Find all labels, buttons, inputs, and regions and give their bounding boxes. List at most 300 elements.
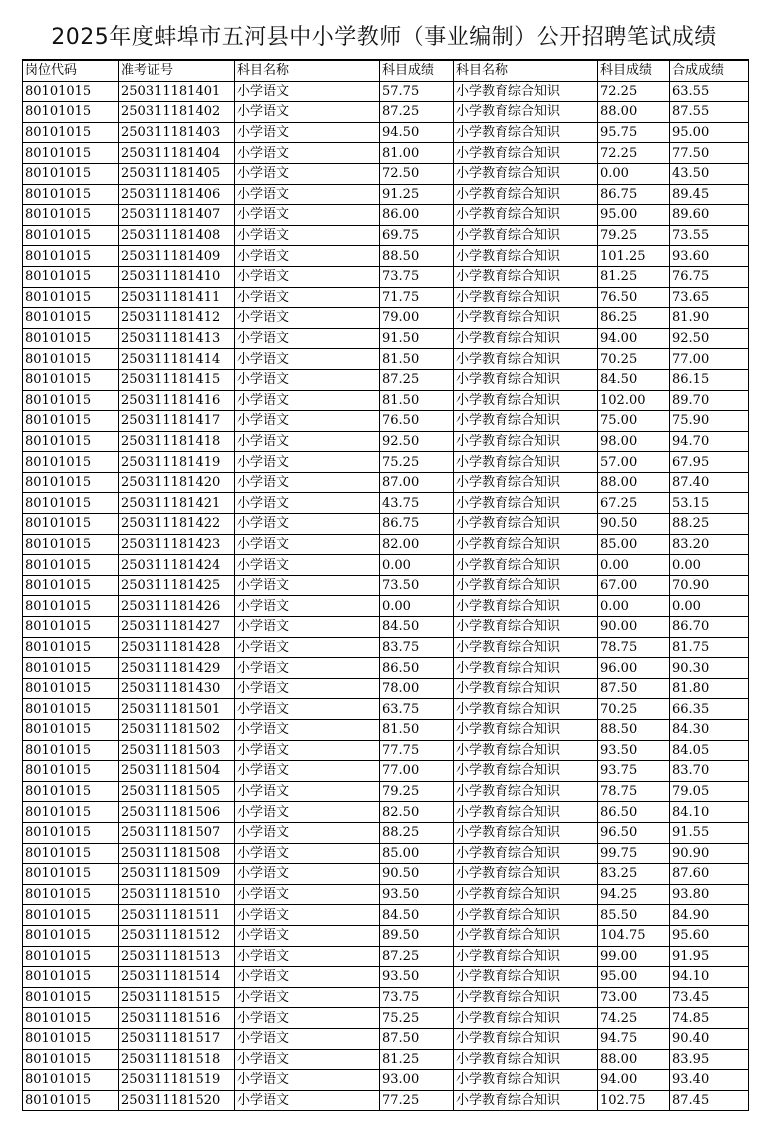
position-code-cell: 80101015 xyxy=(23,658,119,679)
position-code-cell: 80101015 xyxy=(23,822,119,843)
table-row xyxy=(23,411,749,432)
subject-name-cell: 小学语文 xyxy=(235,163,380,184)
subject-name-cell: 小学教育综合知识 xyxy=(454,864,598,885)
subject-score-cell: 95.75 xyxy=(598,122,670,143)
ticket-number-cell: 250311181511 xyxy=(119,905,235,926)
ticket-number-cell: 250311181518 xyxy=(119,1049,235,1070)
header-subject-score-2: 科目成绩 xyxy=(598,60,670,81)
combined-score-cell: 73.55 xyxy=(670,225,749,246)
table-row xyxy=(23,925,749,946)
subject-name-cell: 小学语文 xyxy=(235,822,380,843)
ticket-number-cell: 250311181505 xyxy=(119,781,235,802)
combined-score-cell: 88.25 xyxy=(670,514,749,535)
subject-name-cell: 小学语文 xyxy=(235,81,380,102)
subject-name-cell: 小学语文 xyxy=(235,555,380,576)
position-code-cell: 80101015 xyxy=(23,328,119,349)
subject-name-cell: 小学语文 xyxy=(235,369,380,390)
combined-score-cell: 89.45 xyxy=(670,184,749,205)
subject-score-cell: 81.50 xyxy=(380,349,454,370)
combined-score-cell: 63.55 xyxy=(670,81,749,102)
ticket-number-cell: 250311181420 xyxy=(119,472,235,493)
subject-score-cell: 96.00 xyxy=(598,658,670,679)
subject-name-cell: 小学教育综合知识 xyxy=(454,287,598,308)
subject-name-cell: 小学语文 xyxy=(235,699,380,720)
combined-score-cell: 95.00 xyxy=(670,122,749,143)
subject-name-cell: 小学教育综合知识 xyxy=(454,905,598,926)
subject-score-cell: 43.75 xyxy=(380,493,454,514)
ticket-number-cell: 250311181512 xyxy=(119,925,235,946)
subject-score-cell: 93.00 xyxy=(380,1070,454,1091)
combined-score-cell: 70.90 xyxy=(670,575,749,596)
ticket-number-cell: 250311181429 xyxy=(119,658,235,679)
position-code-cell: 80101015 xyxy=(23,987,119,1008)
position-code-cell: 80101015 xyxy=(23,493,119,514)
subject-name-cell: 小学教育综合知识 xyxy=(454,575,598,596)
position-code-cell: 80101015 xyxy=(23,225,119,246)
subject-name-cell: 小学教育综合知识 xyxy=(454,967,598,988)
position-code-cell: 80101015 xyxy=(23,802,119,823)
combined-score-cell: 83.95 xyxy=(670,1049,749,1070)
subject-name-cell: 小学教育综合知识 xyxy=(454,1028,598,1049)
table-row xyxy=(23,555,749,576)
combined-score-cell: 87.60 xyxy=(670,864,749,885)
subject-name-cell: 小学教育综合知识 xyxy=(454,308,598,329)
ticket-number-cell: 250311181519 xyxy=(119,1070,235,1091)
position-code-cell: 80101015 xyxy=(23,287,119,308)
header-combined-score: 合成成绩 xyxy=(670,60,749,81)
table-row xyxy=(23,102,749,123)
header-subject-score-1: 科目成绩 xyxy=(380,60,454,81)
position-code-cell: 80101015 xyxy=(23,740,119,761)
subject-score-cell: 84.50 xyxy=(380,617,454,638)
table-header-row xyxy=(23,60,749,81)
combined-score-cell: 81.80 xyxy=(670,678,749,699)
subject-score-cell: 81.25 xyxy=(380,1049,454,1070)
subject-score-cell: 88.25 xyxy=(380,822,454,843)
table-row xyxy=(23,1049,749,1070)
subject-name-cell: 小学教育综合知识 xyxy=(454,617,598,638)
subject-score-cell: 99.00 xyxy=(598,946,670,967)
table-row xyxy=(23,184,749,205)
subject-score-cell: 70.25 xyxy=(598,699,670,720)
ticket-number-cell: 250311181413 xyxy=(119,328,235,349)
combined-score-cell: 93.40 xyxy=(670,1070,749,1091)
subject-name-cell: 小学语文 xyxy=(235,411,380,432)
subject-score-cell: 0.00 xyxy=(598,163,670,184)
ticket-number-cell: 250311181430 xyxy=(119,678,235,699)
ticket-number-cell: 250311181509 xyxy=(119,864,235,885)
combined-score-cell: 74.85 xyxy=(670,1008,749,1029)
subject-name-cell: 小学教育综合知识 xyxy=(454,925,598,946)
subject-score-cell: 81.50 xyxy=(380,390,454,411)
subject-name-cell: 小学语文 xyxy=(235,452,380,473)
combined-score-cell: 83.20 xyxy=(670,534,749,555)
subject-score-cell: 95.00 xyxy=(598,205,670,226)
combined-score-cell: 0.00 xyxy=(670,596,749,617)
ticket-number-cell: 250311181515 xyxy=(119,987,235,1008)
subject-score-cell: 63.75 xyxy=(380,699,454,720)
subject-score-cell: 77.25 xyxy=(380,1090,454,1111)
subject-name-cell: 小学语文 xyxy=(235,122,380,143)
combined-score-cell: 87.45 xyxy=(670,1090,749,1111)
table-row xyxy=(23,1008,749,1029)
subject-score-cell: 76.50 xyxy=(598,287,670,308)
table-row xyxy=(23,905,749,926)
combined-score-cell: 75.90 xyxy=(670,411,749,432)
table-row xyxy=(23,802,749,823)
ticket-number-cell: 250311181428 xyxy=(119,637,235,658)
header-subject-name-1: 科目名称 xyxy=(235,60,380,81)
table-row xyxy=(23,1028,749,1049)
subject-name-cell: 小学语文 xyxy=(235,740,380,761)
subject-score-cell: 86.00 xyxy=(380,205,454,226)
subject-score-cell: 81.25 xyxy=(598,266,670,287)
table-row xyxy=(23,514,749,535)
ticket-number-cell: 250311181426 xyxy=(119,596,235,617)
table-row xyxy=(23,946,749,967)
position-code-cell: 80101015 xyxy=(23,967,119,988)
table-row xyxy=(23,678,749,699)
ticket-number-cell: 250311181407 xyxy=(119,205,235,226)
table-row xyxy=(23,617,749,638)
subject-score-cell: 92.50 xyxy=(380,431,454,452)
position-code-cell: 80101015 xyxy=(23,946,119,967)
subject-score-cell: 72.25 xyxy=(598,81,670,102)
ticket-number-cell: 250311181408 xyxy=(119,225,235,246)
subject-score-cell: 77.75 xyxy=(380,740,454,761)
subject-score-cell: 78.00 xyxy=(380,678,454,699)
subject-name-cell: 小学教育综合知识 xyxy=(454,328,598,349)
subject-score-cell: 0.00 xyxy=(598,596,670,617)
subject-name-cell: 小学语文 xyxy=(235,637,380,658)
position-code-cell: 80101015 xyxy=(23,349,119,370)
position-code-cell: 80101015 xyxy=(23,1028,119,1049)
position-code-cell: 80101015 xyxy=(23,596,119,617)
combined-score-cell: 84.05 xyxy=(670,740,749,761)
subject-name-cell: 小学教育综合知识 xyxy=(454,369,598,390)
combined-score-cell: 86.70 xyxy=(670,617,749,638)
subject-name-cell: 小学教育综合知识 xyxy=(454,678,598,699)
subject-score-cell: 71.75 xyxy=(380,287,454,308)
subject-name-cell: 小学教育综合知识 xyxy=(454,411,598,432)
subject-name-cell: 小学教育综合知识 xyxy=(454,472,598,493)
subject-name-cell: 小学教育综合知识 xyxy=(454,720,598,741)
table-row xyxy=(23,740,749,761)
subject-name-cell: 小学语文 xyxy=(235,596,380,617)
subject-name-cell: 小学语文 xyxy=(235,102,380,123)
ticket-number-cell: 250311181405 xyxy=(119,163,235,184)
position-code-cell: 80101015 xyxy=(23,678,119,699)
subject-name-cell: 小学教育综合知识 xyxy=(454,740,598,761)
table-row xyxy=(23,205,749,226)
position-code-cell: 80101015 xyxy=(23,246,119,267)
subject-name-cell: 小学语文 xyxy=(235,205,380,226)
position-code-cell: 80101015 xyxy=(23,411,119,432)
subject-score-cell: 72.50 xyxy=(380,163,454,184)
subject-score-cell: 76.50 xyxy=(380,411,454,432)
subject-name-cell: 小学教育综合知识 xyxy=(454,122,598,143)
subject-score-cell: 94.00 xyxy=(598,1070,670,1091)
subject-name-cell: 小学教育综合知识 xyxy=(454,1008,598,1029)
table-row xyxy=(23,472,749,493)
ticket-number-cell: 250311181415 xyxy=(119,369,235,390)
subject-name-cell: 小学语文 xyxy=(235,287,380,308)
subject-name-cell: 小学教育综合知识 xyxy=(454,514,598,535)
combined-score-cell: 90.30 xyxy=(670,658,749,679)
subject-score-cell: 75.25 xyxy=(380,1008,454,1029)
ticket-number-cell: 250311181520 xyxy=(119,1090,235,1111)
subject-score-cell: 94.50 xyxy=(380,122,454,143)
subject-name-cell: 小学教育综合知识 xyxy=(454,493,598,514)
ticket-number-cell: 250311181503 xyxy=(119,740,235,761)
subject-name-cell: 小学教育综合知识 xyxy=(454,699,598,720)
subject-score-cell: 85.50 xyxy=(598,905,670,926)
subject-score-cell: 95.00 xyxy=(598,967,670,988)
combined-score-cell: 81.90 xyxy=(670,308,749,329)
subject-score-cell: 70.25 xyxy=(598,349,670,370)
subject-score-cell: 99.75 xyxy=(598,843,670,864)
subject-score-cell: 85.00 xyxy=(598,534,670,555)
ticket-number-cell: 250311181425 xyxy=(119,575,235,596)
ticket-number-cell: 250311181421 xyxy=(119,493,235,514)
ticket-number-cell: 250311181508 xyxy=(119,843,235,864)
subject-name-cell: 小学教育综合知识 xyxy=(454,246,598,267)
subject-score-cell: 93.50 xyxy=(598,740,670,761)
position-code-cell: 80101015 xyxy=(23,184,119,205)
position-code-cell: 80101015 xyxy=(23,843,119,864)
subject-name-cell: 小学教育综合知识 xyxy=(454,822,598,843)
subject-name-cell: 小学教育综合知识 xyxy=(454,205,598,226)
subject-name-cell: 小学教育综合知识 xyxy=(454,1090,598,1111)
subject-name-cell: 小学语文 xyxy=(235,308,380,329)
subject-score-cell: 0.00 xyxy=(380,596,454,617)
subject-name-cell: 小学教育综合知识 xyxy=(454,843,598,864)
ticket-number-cell: 250311181406 xyxy=(119,184,235,205)
subject-name-cell: 小学语文 xyxy=(235,864,380,885)
subject-score-cell: 102.75 xyxy=(598,1090,670,1111)
combined-score-cell: 67.95 xyxy=(670,452,749,473)
subject-name-cell: 小学语文 xyxy=(235,349,380,370)
ticket-number-cell: 250311181414 xyxy=(119,349,235,370)
ticket-number-cell: 250311181412 xyxy=(119,308,235,329)
subject-name-cell: 小学教育综合知识 xyxy=(454,431,598,452)
subject-name-cell: 小学教育综合知识 xyxy=(454,1070,598,1091)
ticket-number-cell: 250311181514 xyxy=(119,967,235,988)
subject-name-cell: 小学语文 xyxy=(235,761,380,782)
combined-score-cell: 53.15 xyxy=(670,493,749,514)
ticket-number-cell: 250311181422 xyxy=(119,514,235,535)
subject-name-cell: 小学语文 xyxy=(235,534,380,555)
subject-score-cell: 94.75 xyxy=(598,1028,670,1049)
combined-score-cell: 87.55 xyxy=(670,102,749,123)
combined-score-cell: 77.50 xyxy=(670,143,749,164)
position-code-cell: 80101015 xyxy=(23,205,119,226)
table-row xyxy=(23,328,749,349)
ticket-number-cell: 250311181418 xyxy=(119,431,235,452)
subject-name-cell: 小学语文 xyxy=(235,431,380,452)
subject-name-cell: 小学语文 xyxy=(235,1008,380,1029)
combined-score-cell: 83.70 xyxy=(670,761,749,782)
table-row xyxy=(23,452,749,473)
subject-score-cell: 90.00 xyxy=(598,617,670,638)
subject-score-cell: 87.25 xyxy=(380,946,454,967)
subject-score-cell: 87.50 xyxy=(380,1028,454,1049)
subject-name-cell: 小学语文 xyxy=(235,493,380,514)
ticket-number-cell: 250311181504 xyxy=(119,761,235,782)
table-row xyxy=(23,699,749,720)
subject-score-cell: 89.50 xyxy=(380,925,454,946)
subject-score-cell: 87.00 xyxy=(380,472,454,493)
ticket-number-cell: 250311181404 xyxy=(119,143,235,164)
subject-name-cell: 小学语文 xyxy=(235,925,380,946)
ticket-number-cell: 250311181416 xyxy=(119,390,235,411)
subject-name-cell: 小学语文 xyxy=(235,266,380,287)
subject-name-cell: 小学语文 xyxy=(235,1090,380,1111)
subject-score-cell: 0.00 xyxy=(380,555,454,576)
combined-score-cell: 86.15 xyxy=(670,369,749,390)
subject-score-cell: 98.00 xyxy=(598,431,670,452)
combined-score-cell: 76.75 xyxy=(670,266,749,287)
position-code-cell: 80101015 xyxy=(23,472,119,493)
subject-score-cell: 93.50 xyxy=(380,967,454,988)
position-code-cell: 80101015 xyxy=(23,431,119,452)
position-code-cell: 80101015 xyxy=(23,390,119,411)
subject-score-cell: 77.00 xyxy=(380,761,454,782)
subject-score-cell: 73.75 xyxy=(380,987,454,1008)
subject-name-cell: 小学语文 xyxy=(235,514,380,535)
subject-name-cell: 小学教育综合知识 xyxy=(454,946,598,967)
position-code-cell: 80101015 xyxy=(23,143,119,164)
subject-name-cell: 小学语文 xyxy=(235,781,380,802)
subject-score-cell: 86.25 xyxy=(598,308,670,329)
subject-score-cell: 82.00 xyxy=(380,534,454,555)
combined-score-cell: 84.90 xyxy=(670,905,749,926)
position-code-cell: 80101015 xyxy=(23,884,119,905)
subject-score-cell: 88.50 xyxy=(380,246,454,267)
subject-score-cell: 88.00 xyxy=(598,472,670,493)
subject-name-cell: 小学语文 xyxy=(235,617,380,638)
table-row xyxy=(23,720,749,741)
table-row xyxy=(23,431,749,452)
combined-score-cell: 66.35 xyxy=(670,699,749,720)
subject-score-cell: 81.50 xyxy=(380,720,454,741)
scores-table xyxy=(22,59,749,1111)
table-row xyxy=(23,308,749,329)
subject-score-cell: 87.50 xyxy=(598,678,670,699)
subject-name-cell: 小学教育综合知识 xyxy=(454,266,598,287)
combined-score-cell: 91.55 xyxy=(670,822,749,843)
combined-score-cell: 92.50 xyxy=(670,328,749,349)
subject-name-cell: 小学教育综合知识 xyxy=(454,761,598,782)
subject-name-cell: 小学语文 xyxy=(235,967,380,988)
ticket-number-cell: 250311181403 xyxy=(119,122,235,143)
subject-score-cell: 84.50 xyxy=(380,905,454,926)
position-code-cell: 80101015 xyxy=(23,1070,119,1091)
subject-score-cell: 90.50 xyxy=(598,514,670,535)
subject-score-cell: 93.75 xyxy=(598,761,670,782)
subject-name-cell: 小学语文 xyxy=(235,802,380,823)
subject-score-cell: 88.00 xyxy=(598,1049,670,1070)
subject-name-cell: 小学教育综合知识 xyxy=(454,390,598,411)
table-row xyxy=(23,864,749,885)
position-code-cell: 80101015 xyxy=(23,781,119,802)
table-row xyxy=(23,143,749,164)
table-row xyxy=(23,575,749,596)
position-code-cell: 80101015 xyxy=(23,1090,119,1111)
position-code-cell: 80101015 xyxy=(23,102,119,123)
ticket-number-cell: 250311181507 xyxy=(119,822,235,843)
subject-score-cell: 73.00 xyxy=(598,987,670,1008)
subject-name-cell: 小学教育综合知识 xyxy=(454,102,598,123)
subject-name-cell: 小学教育综合知识 xyxy=(454,163,598,184)
position-code-cell: 80101015 xyxy=(23,699,119,720)
combined-score-cell: 77.00 xyxy=(670,349,749,370)
subject-name-cell: 小学语文 xyxy=(235,987,380,1008)
position-code-cell: 80101015 xyxy=(23,122,119,143)
subject-name-cell: 小学教育综合知识 xyxy=(454,534,598,555)
position-code-cell: 80101015 xyxy=(23,452,119,473)
subject-name-cell: 小学教育综合知识 xyxy=(454,987,598,1008)
table-row xyxy=(23,987,749,1008)
subject-name-cell: 小学语文 xyxy=(235,390,380,411)
subject-name-cell: 小学教育综合知识 xyxy=(454,555,598,576)
subject-score-cell: 79.00 xyxy=(380,308,454,329)
table-row xyxy=(23,493,749,514)
position-code-cell: 80101015 xyxy=(23,266,119,287)
table-row xyxy=(23,781,749,802)
subject-score-cell: 67.00 xyxy=(598,575,670,596)
combined-score-cell: 43.50 xyxy=(670,163,749,184)
subject-name-cell: 小学教育综合知识 xyxy=(454,349,598,370)
subject-score-cell: 86.75 xyxy=(380,514,454,535)
subject-name-cell: 小学语文 xyxy=(235,1028,380,1049)
table-row xyxy=(23,534,749,555)
position-code-cell: 80101015 xyxy=(23,534,119,555)
subject-name-cell: 小学语文 xyxy=(235,720,380,741)
table-row xyxy=(23,390,749,411)
subject-name-cell: 小学语文 xyxy=(235,575,380,596)
subject-score-cell: 90.50 xyxy=(380,864,454,885)
subject-score-cell: 69.75 xyxy=(380,225,454,246)
subject-name-cell: 小学教育综合知识 xyxy=(454,884,598,905)
subject-score-cell: 94.25 xyxy=(598,884,670,905)
subject-score-cell: 87.25 xyxy=(380,102,454,123)
subject-name-cell: 小学教育综合知识 xyxy=(454,184,598,205)
subject-score-cell: 75.25 xyxy=(380,452,454,473)
subject-score-cell: 72.25 xyxy=(598,143,670,164)
subject-name-cell: 小学语文 xyxy=(235,884,380,905)
table-row xyxy=(23,122,749,143)
ticket-number-cell: 250311181409 xyxy=(119,246,235,267)
position-code-cell: 80101015 xyxy=(23,163,119,184)
ticket-number-cell: 250311181419 xyxy=(119,452,235,473)
subject-name-cell: 小学教育综合知识 xyxy=(454,1049,598,1070)
position-code-cell: 80101015 xyxy=(23,1008,119,1029)
subject-name-cell: 小学语文 xyxy=(235,1049,380,1070)
position-code-cell: 80101015 xyxy=(23,514,119,535)
combined-score-cell: 84.30 xyxy=(670,720,749,741)
position-code-cell: 80101015 xyxy=(23,575,119,596)
subject-name-cell: 小学语文 xyxy=(235,658,380,679)
subject-score-cell: 67.25 xyxy=(598,493,670,514)
ticket-number-cell: 250311181510 xyxy=(119,884,235,905)
header-ticket-number: 准考证号 xyxy=(119,60,235,81)
header-subject-name-2: 科目名称 xyxy=(454,60,598,81)
subject-score-cell: 88.00 xyxy=(598,102,670,123)
subject-name-cell: 小学语文 xyxy=(235,946,380,967)
position-code-cell: 80101015 xyxy=(23,555,119,576)
table-row xyxy=(23,822,749,843)
